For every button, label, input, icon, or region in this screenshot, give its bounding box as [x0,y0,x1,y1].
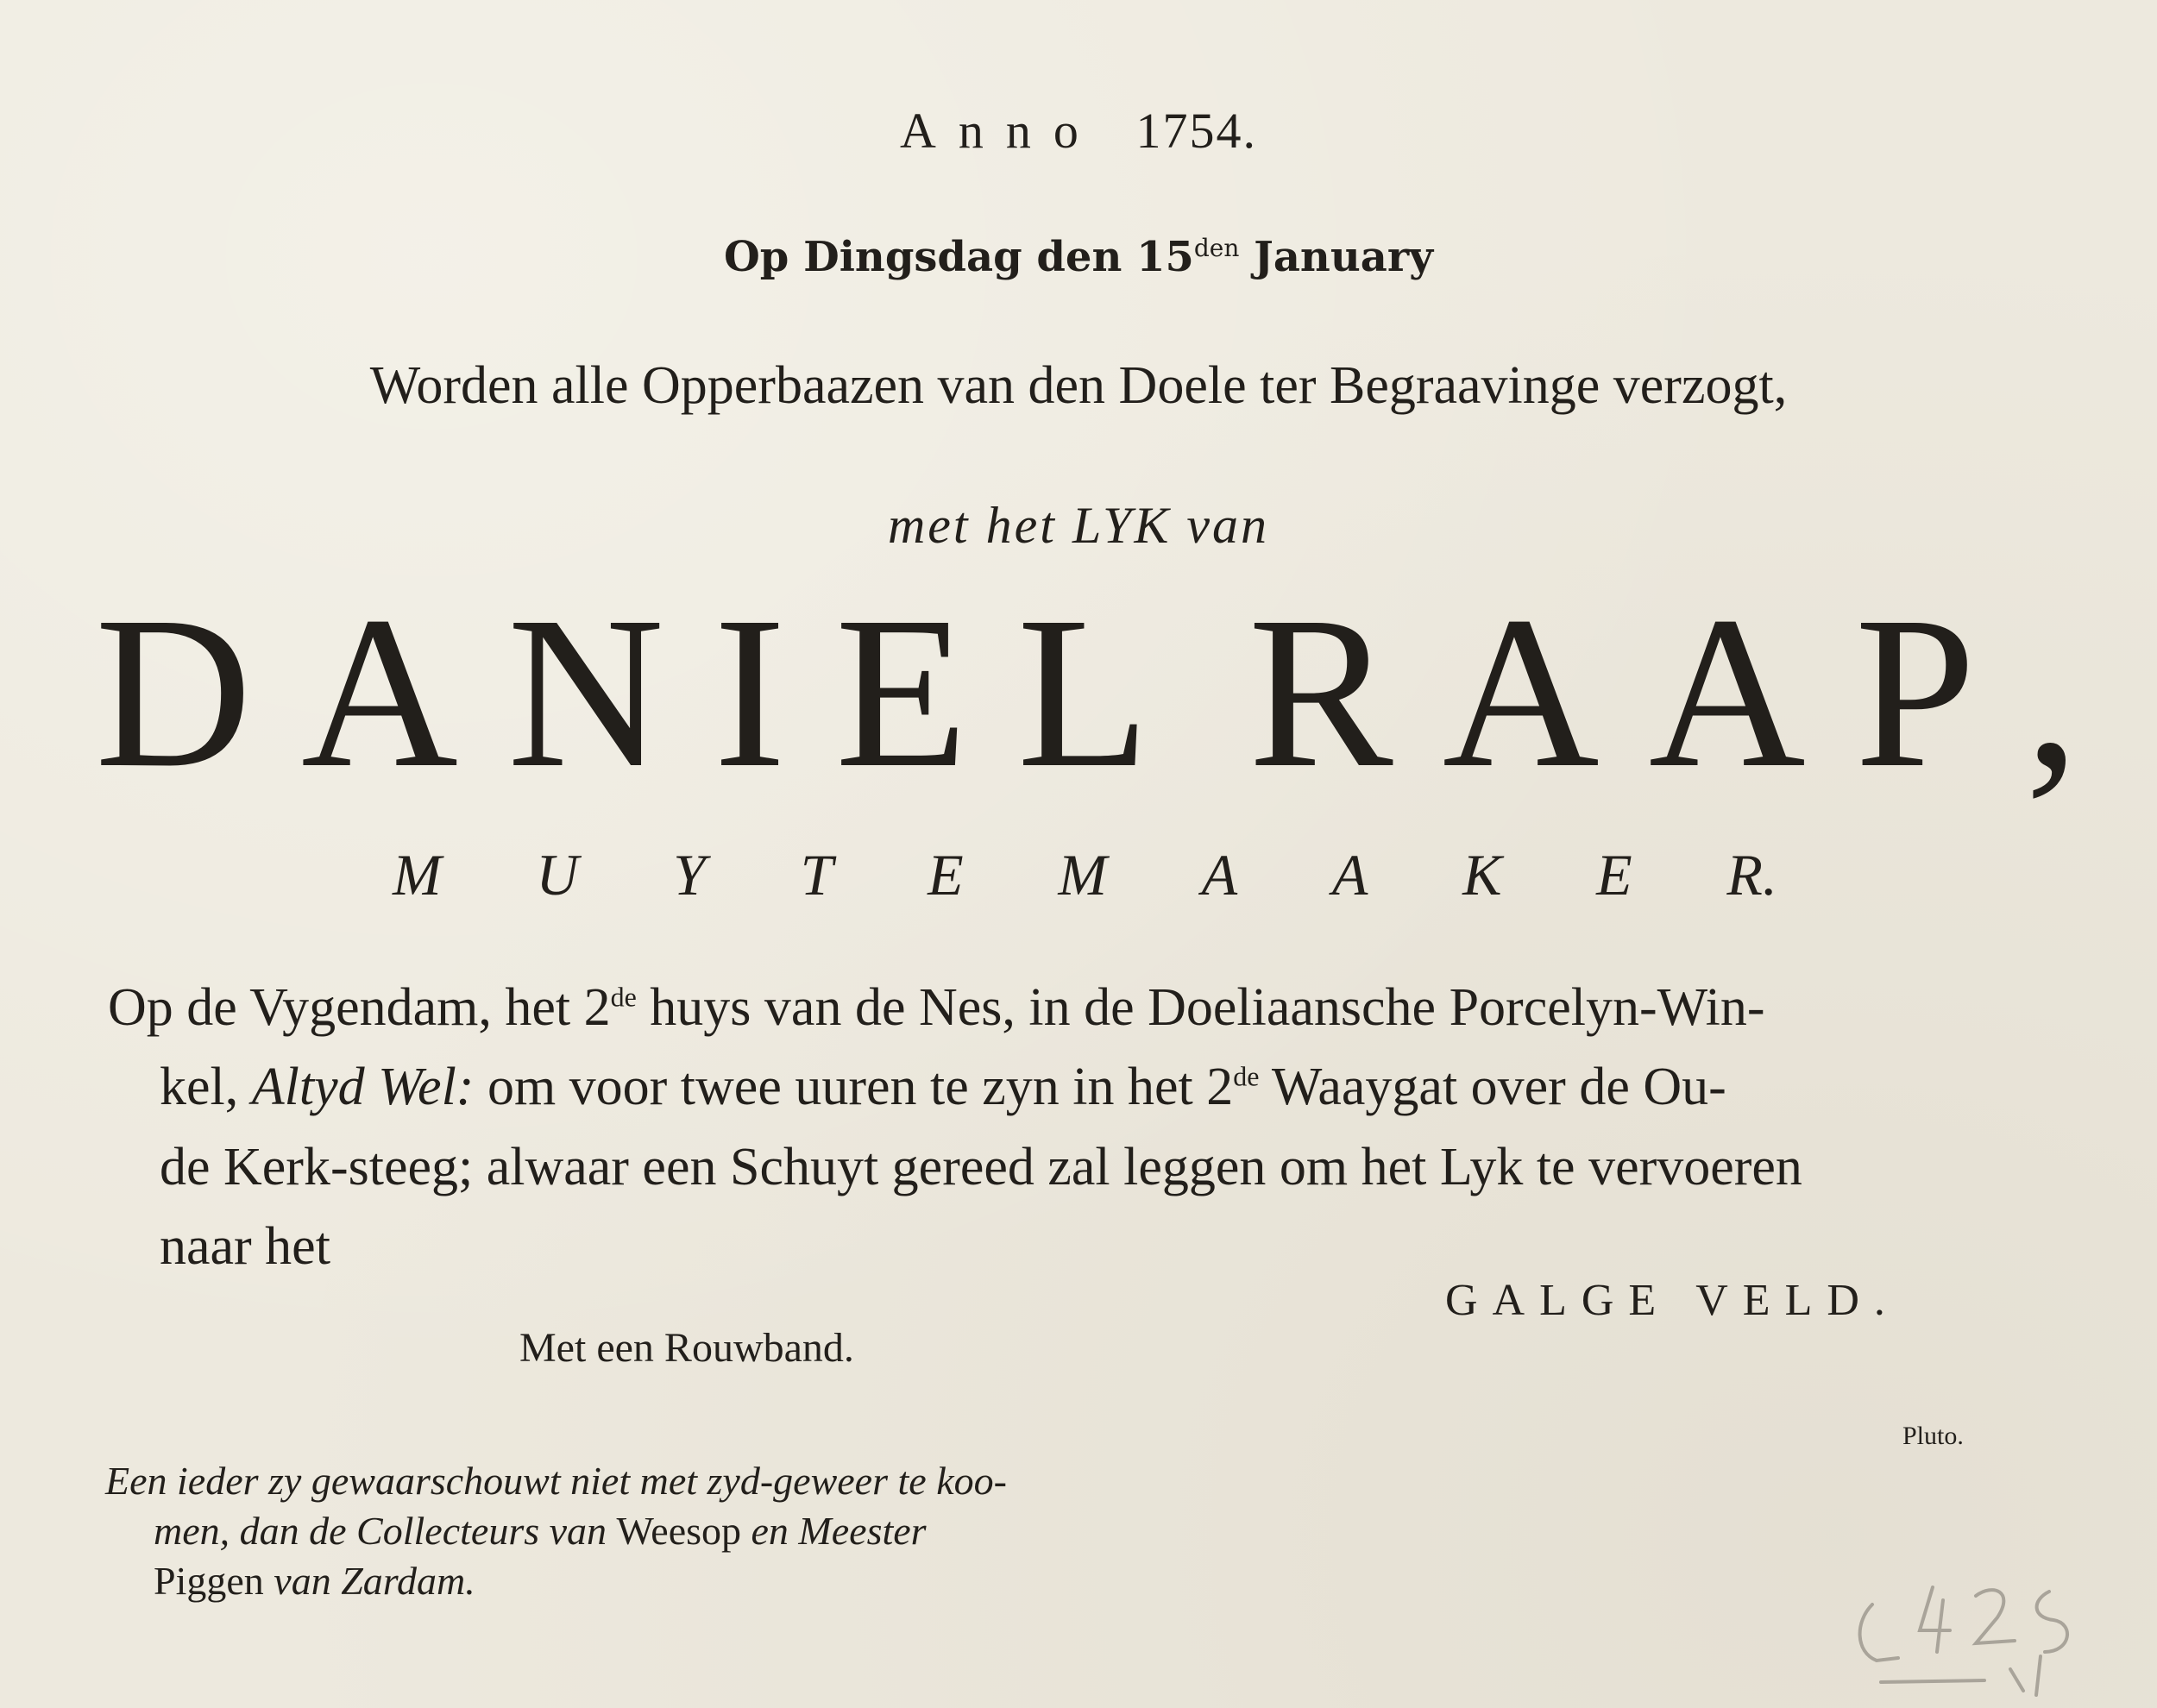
body-line-4: naar het [160,1217,330,1276]
note-text: en Meester [741,1509,927,1553]
pencil-inventory-mark [1838,1570,2122,1699]
body-text: om voor twee uuren te zyn in het 2 [474,1058,1234,1116]
body-text: Op de Vygendam, het 2 [108,978,611,1037]
invitation-line: Worden alle Opperbaazen van den Doele ter Begraavinge verzogt, [369,356,1788,415]
name-letter: N [506,571,664,813]
trade-letter: T [800,842,833,907]
anno-word: Anno [900,103,1101,159]
note-line-3 [154,1558,475,1604]
body-text: huys van de Nes, in de Doeliaansche Porcelyn-Win- [636,978,1765,1037]
trade-letter: A [1201,842,1238,907]
name-letter: P [1854,571,1976,813]
anno-year: 1754. [1135,103,1257,159]
name-letter: A [300,571,458,813]
trade-letter: K [1462,842,1502,907]
name-letter: A [1648,571,1806,813]
trade-letter: M [393,842,442,907]
deceased-name [95,571,2079,813]
name-letter: E [834,571,968,813]
body-text: kel, [160,1058,252,1116]
note-text: van Zardam. [263,1559,475,1603]
date-line [0,233,2157,281]
date-after: January [1239,233,1433,281]
trade-letter: U [536,842,579,907]
note-name: Piggen [154,1559,264,1603]
trade-letter: E [1596,842,1632,907]
note-text: men, dan de Collecteurs van [154,1509,617,1553]
date-before: Op Dingsdag den 15 [723,233,1194,281]
lyk-line: met het LYK van [887,497,1270,554]
body-line-2 [160,1057,1726,1118]
signature-text: Pluto. [1902,1422,1964,1450]
trade-letter: E [928,842,964,907]
date-superscript: den [1193,234,1240,262]
body-superscript: de [610,981,637,1013]
body-line-3: de Kerk-steeg; alwaar een Schuyt gereed zal leggen om het Lyk te vervoeren [160,1138,1802,1196]
rouwband-text: Met een Rouwband. [519,1325,854,1371]
name-letter: R [1248,571,1393,813]
name-letter: D [95,571,252,813]
note-line-2 [154,1508,927,1554]
name-letter: L [1016,571,1150,813]
note-place: Weesop [616,1509,742,1553]
note-line-1: Een ieder zy gewaarschouwt niet met zyd-geweer te koo- [105,1459,1007,1503]
trade-line [393,841,1777,909]
trade-letter: A [1331,842,1368,907]
trade-letter: Y [673,842,706,907]
name-letter: A [1442,571,1600,813]
body-line-1 [108,977,1765,1039]
destination-text: GALGE VELD. [1445,1276,1900,1325]
body-superscript: de [1233,1060,1260,1092]
inn-name: Altyd Wel: [251,1058,475,1116]
body-text: Waaygat over de Ou- [1259,1058,1726,1116]
name-letter: , [2024,571,2079,813]
trade-letter: M [1058,842,1107,907]
name-letter: I [713,571,786,813]
anno-heading [0,102,2157,160]
trade-letter: R. [1726,842,1777,907]
